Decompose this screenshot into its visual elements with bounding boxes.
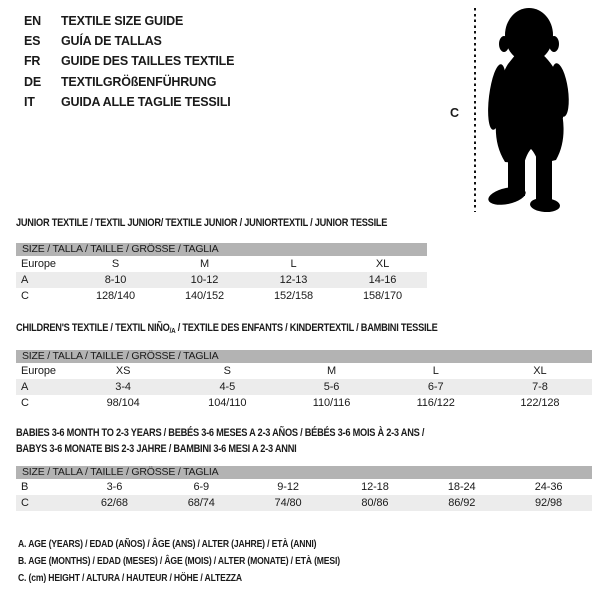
language-row [24, 31, 234, 51]
size-header-bar: SIZE / TALLA / TAILLE / GRÖSSE / TAGLIA [16, 243, 427, 256]
table-row [16, 288, 427, 304]
junior-textile-table [16, 215, 427, 304]
row-label: Europe [21, 258, 56, 270]
size-header-bar: SIZE / TALLA / TAILLE / GRÖSSE / TAGLIA [16, 350, 592, 363]
babies-textile-table [16, 425, 592, 511]
cell-value: 7-8 [532, 381, 548, 393]
language-title: TEXTILGRÖßENFÜHRUNG [61, 74, 217, 89]
table-body [16, 479, 592, 511]
cell-value: 6-9 [193, 481, 210, 493]
cell-value: 74/80 [274, 497, 302, 509]
title-segment: BABYS 3-6 MONATE BIS 2-3 JAHRE / BAMBINI 3-6 MESI A 2-3 ANNI [16, 443, 297, 455]
row-label: C [21, 397, 29, 409]
row-label: C [21, 290, 29, 302]
row-label: B [21, 481, 29, 493]
language-row [24, 72, 234, 92]
table-row [16, 495, 592, 511]
table-title [16, 425, 500, 457]
cell-value: 140/152 [184, 290, 225, 302]
cell-value: L [290, 258, 297, 270]
cell-value: 104/110 [208, 397, 247, 409]
cell-value: 12-13 [279, 274, 308, 286]
cell-value: M [326, 365, 337, 377]
row-label: A [21, 381, 29, 393]
cell-value: 14-16 [368, 274, 397, 286]
table-title-line [16, 441, 500, 457]
cell-value: 10-12 [190, 274, 219, 286]
title-segment: /A [169, 326, 176, 335]
table-title-line [16, 320, 500, 339]
table-title [16, 215, 388, 231]
row-label: C [21, 497, 29, 509]
language-row [24, 51, 234, 71]
language-code: ES [24, 34, 41, 49]
cell-value: 68/74 [187, 497, 215, 509]
cell-value: L [432, 365, 439, 377]
language-title: GUIDA ALLE TAGLIE TESSILI [61, 94, 231, 109]
language-code: EN [24, 14, 41, 29]
language-title: TEXTILE SIZE GUIDE [61, 14, 184, 29]
cell-value: 98/104 [106, 397, 140, 409]
childrens-textile-table [16, 320, 592, 411]
cell-value: 8-10 [104, 274, 127, 286]
title-segment: CHILDREN'S TEXTILE / TEXTIL NIÑO [16, 322, 170, 334]
cell-value: XS [115, 365, 131, 377]
cell-value: 3-6 [106, 481, 123, 493]
cell-value: 6-7 [427, 381, 444, 393]
language-guide [24, 11, 234, 112]
language-title: GUÍA DE TALLAS [61, 34, 162, 49]
legend-notes [18, 536, 411, 587]
cell-value: 5-6 [323, 381, 340, 393]
table-body [16, 363, 592, 411]
table-body [16, 256, 427, 304]
table-row [16, 479, 592, 495]
legend-note: C. (cm) HEIGHT / ALTURA / HAUTEUR / HÖHE / ALTEZZA [18, 572, 242, 584]
legend-note: A. AGE (YEARS) / EDAD (AÑOS) / ÂGE (ANS) / ALTER (JAHRE) / ETÀ (ANNI) [18, 538, 317, 550]
language-row [24, 11, 234, 31]
height-measure-dotted-line [474, 8, 476, 212]
cell-value: 122/128 [520, 397, 560, 409]
cell-value: 110/116 [312, 397, 351, 409]
title-segment: JUNIOR TEXTILE / TEXTIL JUNIOR/ TEXTILE JUNIOR / JUNIORTEXTIL / JUNIOR TESSILE [16, 217, 388, 229]
cell-value: 62/68 [100, 497, 128, 509]
cell-value: 24-36 [534, 481, 563, 493]
title-segment: BABIES 3-6 MONTH TO 2-3 YEARS / BEBÉS 3-6 MESES A 2-3 AÑOS / BÉBÉS 3-6 MOIS À 2-3 ANS / [16, 427, 425, 439]
baby-silhouette-image [479, 4, 577, 212]
language-code: IT [24, 94, 35, 109]
language-title: GUIDE DES TAILLES TEXTILE [61, 54, 235, 69]
cell-value: 92/98 [535, 497, 563, 509]
table-title-line [16, 425, 500, 441]
language-code: DE [24, 74, 41, 89]
cell-value: 80/86 [361, 497, 389, 509]
table-row [16, 363, 592, 379]
cell-value: 152/158 [273, 290, 314, 302]
title-segment: / TEXTILE DES ENFANTS / KINDERTEXTIL / BAMBINI TESSILE [175, 322, 438, 334]
legend-note: B. AGE (MONTHS) / EDAD (MESES) / ÂGE (MOIS) / ALTER (MONATE) / ETÀ (MESI) [18, 555, 340, 567]
language-row [24, 92, 234, 112]
height-measure-label: C [450, 106, 460, 120]
cell-value: 86/92 [448, 497, 476, 509]
language-code: FR [24, 54, 41, 69]
size-header-bar: SIZE / TALLA / TAILLE / GRÖSSE / TAGLIA [16, 466, 592, 479]
table-row [16, 272, 427, 288]
cell-value: 18-24 [447, 481, 476, 493]
cell-value: 9-12 [277, 481, 299, 493]
table-title-line [16, 215, 388, 231]
table-row [16, 256, 427, 272]
table-row [16, 379, 592, 395]
cell-value: S [223, 365, 231, 377]
cell-value: 12-18 [361, 481, 389, 493]
row-label: Europe [21, 365, 56, 377]
cell-value: S [111, 258, 120, 270]
cell-value: 4-5 [219, 381, 236, 393]
cell-value: 3-4 [115, 381, 131, 393]
cell-value: 116/122 [416, 397, 455, 409]
cell-value: XL [375, 258, 390, 270]
cell-value: XL [533, 365, 547, 377]
cell-value: M [199, 258, 210, 270]
table-row [16, 395, 592, 411]
cell-value: 158/170 [362, 290, 403, 302]
table-title [16, 320, 500, 339]
cell-value: 128/140 [95, 290, 136, 302]
row-label: A [21, 274, 29, 286]
